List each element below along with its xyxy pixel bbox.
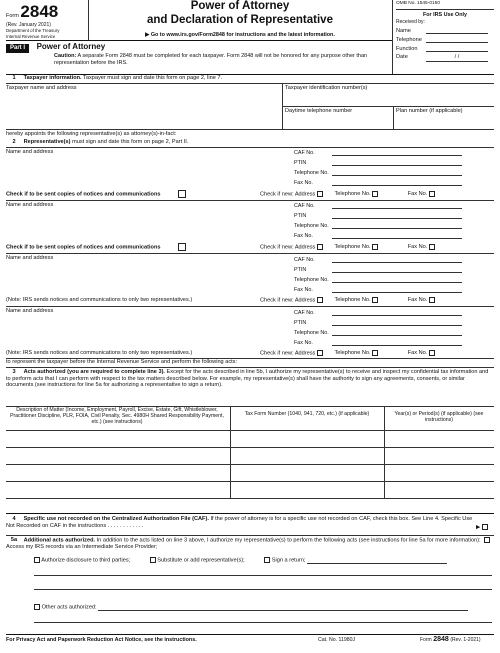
rep4-telephone-checkbox[interactable]: [372, 350, 378, 356]
line1-heading: [6, 75, 492, 82]
rep4-check-new-label: Check if new:: [260, 350, 294, 357]
rep3-check-new-label: Check if new:: [260, 297, 294, 304]
rep1-fax-label: Fax No.: [294, 179, 313, 186]
line4-checkbox-row: [476, 524, 488, 531]
other-acts-label: Other acts authorized:: [41, 604, 97, 611]
line4-text: If the power of attorney is for a specific use not recorded on CAF, check this box. See Line 4. Specific Use Not Recorded on CAF in the instructions . . . . . . . . . . . .: [6, 516, 473, 529]
rep3-telephone-label: Telephone No.: [294, 276, 329, 283]
rep1-copies-row: [6, 190, 186, 198]
line2-title: Representative(s): [23, 139, 71, 145]
authorize-disclosure-checkbox[interactable]: [34, 557, 40, 563]
line1-title: Taxpayer information.: [23, 75, 82, 81]
rep1-telephone-new-label: Telephone No.: [334, 191, 371, 198]
rep3-name-address-field[interactable]: [6, 262, 256, 292]
rep1-fax-checkbox[interactable]: [429, 191, 435, 197]
acts-row2-years[interactable]: [385, 448, 493, 464]
rep3-fax-checkbox[interactable]: [429, 297, 435, 303]
rep4-caf-label: CAF No.: [294, 309, 315, 316]
acts-row4-form-number[interactable]: [231, 482, 383, 498]
rep1-ptin-field[interactable]: [332, 159, 462, 166]
rep3-telephone-checkbox[interactable]: [372, 297, 378, 303]
rep2-name-address-field[interactable]: [6, 209, 256, 239]
rep3-fax-new-label: Fax No.: [407, 297, 428, 304]
access-records-checkbox[interactable]: [484, 537, 490, 543]
line4-number: 4: [12, 516, 16, 522]
rep4-fax-new-label: Fax No.: [407, 350, 428, 357]
acts-row4-years[interactable]: [385, 482, 493, 498]
rep4-ptin-field[interactable]: [332, 319, 462, 326]
line1-text: Taxpayer must sign and date this form on page 2, line 7.: [81, 75, 223, 81]
plan-number-field[interactable]: [395, 115, 493, 128]
irs-function-label: Function: [396, 45, 418, 52]
rep3-check-new-row: [260, 297, 435, 304]
rep4-telephone-new-label: Telephone No.: [334, 350, 371, 357]
sign-return-checkbox[interactable]: [264, 557, 270, 563]
line5a-options-row: [34, 557, 447, 564]
rep2-check-new-row: [260, 244, 435, 251]
catalog-number: Cat. No. 11980J: [318, 637, 356, 643]
rep3-telephone-field[interactable]: [332, 276, 462, 283]
footer-form-id: [420, 636, 481, 644]
rep3-fax-label: Fax No.: [294, 286, 313, 293]
irs-telephone-field[interactable]: [426, 36, 488, 43]
rep4-fax-label: Fax No.: [294, 339, 313, 346]
rep4-telephone-field[interactable]: [332, 329, 462, 336]
access-records-label: Access my IRS records via an Intermediate Service Provider;: [6, 544, 158, 551]
irs-use-title: For IRS Use Only: [422, 11, 468, 18]
line1-number: 1: [12, 75, 16, 81]
daytime-phone-label: Daytime telephone number: [285, 108, 353, 114]
rep2-check-new-label: Check if new:: [260, 244, 294, 251]
other-acts-row: [34, 604, 468, 611]
part1-label: Part I: [6, 44, 29, 53]
acts-row4-description[interactable]: [6, 482, 228, 498]
received-by-label: Received by:: [396, 19, 425, 26]
agency: Internal Revenue Service: [6, 33, 56, 39]
rep4-check-new-row: [260, 350, 435, 357]
rep1-check-new-row: [260, 191, 435, 198]
acts-row1-form-number[interactable]: [231, 431, 383, 447]
other-acts-checkbox[interactable]: [34, 604, 40, 610]
rep1-telephone-field[interactable]: [332, 169, 462, 176]
rep4-name-address-field[interactable]: [6, 315, 256, 345]
rep4-telephone-label: Telephone No.: [294, 329, 329, 336]
rep3-address-label: Address: [294, 297, 316, 304]
sign-return-field[interactable]: [307, 557, 447, 564]
rep2-fax-checkbox[interactable]: [429, 244, 435, 250]
rep1-check-new-label: Check if new:: [260, 191, 294, 198]
part1-caution: [54, 53, 388, 66]
rep4-note: (Note: IRS sends notices and communications to only two representatives.): [6, 350, 193, 356]
irs-function-field[interactable]: [426, 45, 488, 52]
instructions-link[interactable]: ▶ Go to www.irs.gov/Form2848 for instructions and the latest information.: [145, 31, 335, 38]
rep4-fax-checkbox[interactable]: [429, 350, 435, 356]
line5a-number: 5a: [10, 537, 18, 544]
rep2-telephone-field[interactable]: [332, 222, 462, 229]
rep1-name-address-label: Name and address: [6, 149, 54, 155]
irs-telephone-label: Telephone: [396, 36, 422, 43]
irs-use-block: [396, 1, 494, 62]
rep2-address-label: Address: [294, 244, 316, 251]
taxpayer-tin-label: Taxpayer identification number(s): [285, 85, 368, 91]
form-title-block: [90, 0, 390, 38]
appoints-text: hereby appoints the following representative(s) as attorney(s)-in-fact:: [6, 131, 177, 137]
line4-arrow-icon: ▶: [476, 524, 481, 531]
rep2-telephone-new-label: Telephone No.: [334, 244, 371, 251]
rep2-copies-checkbox[interactable]: [178, 243, 186, 251]
irs-name-label: Name: [396, 27, 411, 34]
line4-block: [6, 516, 476, 529]
rep2-fax-label: Fax No.: [294, 232, 313, 239]
represent-text: to represent the taxpayer before the Internal Revenue Service and perform the following acts:: [6, 359, 238, 365]
rep4-name-address-label: Name and address: [6, 308, 54, 314]
rep4-caf-field[interactable]: [332, 309, 462, 316]
sign-return-label: Sign a return;: [271, 557, 306, 564]
line2-text: must sign and date this form on page 2, Part II.: [70, 139, 189, 145]
line2-number: 2: [12, 139, 16, 145]
substitute-representative-checkbox[interactable]: [150, 557, 156, 563]
rep1-fax-new-label: Fax No.: [407, 191, 428, 198]
rep2-copies-row: [6, 243, 186, 251]
form-title: Power of Attorney: [190, 0, 290, 12]
acts-row1-description[interactable]: [6, 431, 228, 447]
line5a-text: In addition to the acts listed on line 3 above, I authorize my representative(s) to perform the following acts (see instructions for line 5a for more information):: [95, 537, 481, 544]
rep1-address-checkbox[interactable]: [317, 191, 323, 197]
other-acts-field[interactable]: [98, 604, 468, 611]
line5a-block: [6, 537, 492, 551]
department: Department of the Treasury: [6, 28, 60, 34]
rep3-address-checkbox[interactable]: [317, 297, 323, 303]
taxpayer-name-address-label: Taxpayer name and address: [6, 85, 77, 91]
rep1-copies-label: Check if to be sent copies of notices and communications: [6, 191, 161, 198]
form-number: 2848: [20, 2, 59, 21]
line3-block: [6, 369, 492, 389]
form-subtitle: and Declaration of Representative: [147, 13, 333, 26]
irs-name-field[interactable]: [426, 27, 488, 34]
line3-number: 3: [12, 369, 16, 375]
acts-row2-form-number[interactable]: [231, 448, 383, 464]
rep4-address-label: Address: [294, 350, 316, 357]
rep4-fax-field[interactable]: [332, 339, 462, 346]
line3-title: Acts authorized (you are required to complete line 3).: [23, 369, 165, 375]
caution-text: A separate Form 2848 must be completed for each taxpayer. Form 2848 will not be honored for any purpose other than representation before the IRS.: [54, 53, 368, 66]
rep1-telephone-label: Telephone No.: [294, 169, 329, 176]
rep3-ptin-label: PTIN: [294, 266, 307, 273]
rep1-copies-checkbox[interactable]: [178, 190, 186, 198]
footer-form-label: Form: [420, 637, 432, 643]
line4-checkbox[interactable]: [482, 524, 488, 530]
part1-header: [6, 42, 390, 53]
rep1-caf-field[interactable]: [332, 149, 462, 156]
rep2-copies-label: Check if to be sent copies of notices and communications: [6, 244, 161, 251]
rep3-telephone-new-label: Telephone No.: [334, 297, 371, 304]
acts-row3-form-number[interactable]: [231, 465, 383, 481]
rep4-address-checkbox[interactable]: [317, 350, 323, 356]
rep2-telephone-checkbox[interactable]: [372, 244, 378, 250]
rep1-name-address-field[interactable]: [6, 156, 256, 186]
rep1-caf-label: CAF No.: [294, 149, 315, 156]
acts-row2-description[interactable]: [6, 448, 228, 464]
irs-date-label: Date: [396, 54, 408, 61]
rep1-ptin-label: PTIN: [294, 159, 307, 166]
acts-col-years: Year(s) or Period(s) (if applicable) (see instructions): [394, 411, 484, 424]
rep3-ptin-field[interactable]: [332, 266, 462, 273]
part1-title: Power of Attorney: [36, 42, 106, 51]
rep2-ptin-label: PTIN: [294, 212, 307, 219]
line5a-title: Additional acts authorized.: [23, 537, 96, 544]
rep3-note: (Note: IRS sends notices and communications to only two representatives.): [6, 297, 193, 303]
rep1-telephone-checkbox[interactable]: [372, 191, 378, 197]
form-label: Form: [6, 13, 19, 19]
irs-date-field[interactable]: / /: [426, 54, 488, 62]
rep3-name-address-label: Name and address: [6, 255, 54, 261]
caution-label: Caution:: [54, 53, 77, 59]
acts-col-description: Description of Matter (Income, Employment, Payroll, Excise, Estate, Gift, Whistleblower, Practitioner Discipline, PLR, FOIA, Civil Penalty, Sec. 4980H Shared Responsibility Payment, etc.) (see instructions): [10, 407, 224, 426]
acts-col-form-number: Tax Form Number (1040, 941, 720, etc.) (if applicable): [244, 411, 370, 417]
rep3-caf-field[interactable]: [332, 256, 462, 263]
rev-date: (Rev. January 2021): [6, 22, 51, 29]
acts-row3-description[interactable]: [6, 465, 228, 481]
footer-rev: (Rev. 1-2021): [450, 637, 481, 643]
line2-heading: [6, 139, 188, 146]
rep2-ptin-field[interactable]: [332, 212, 462, 219]
rep2-telephone-label: Telephone No.: [294, 222, 329, 229]
rep3-fax-field[interactable]: [332, 286, 462, 293]
rep2-fax-new-label: Fax No.: [407, 244, 428, 251]
rep2-caf-field[interactable]: [332, 202, 462, 209]
authorize-disclosure-label: Authorize disclosure to third parties;: [41, 557, 131, 564]
rep2-name-address-label: Name and address: [6, 202, 54, 208]
omb-number: OMB No. 1545-0150: [396, 1, 494, 10]
rep1-fax-field[interactable]: [332, 179, 462, 186]
rep2-caf-label: CAF No.: [294, 202, 315, 209]
acts-row3-years[interactable]: [385, 465, 493, 481]
taxpayer-tin-field[interactable]: [284, 92, 492, 105]
rep2-address-checkbox[interactable]: [317, 244, 323, 250]
line3-text: Except for the acts described in line 5b, I authorize my representative(s) to receive and inspect my confidential tax information and to perform acts that I can perform with respect to the tax matters described below. For example, my representative(s) shall have the authority to sign any agreements, consents, or similar documents (see instructions for line 5a for authorizing a representative to sign a return).: [6, 369, 489, 389]
footer-form-number: 2848: [433, 636, 449, 643]
rep1-address-label: Address: [294, 191, 316, 198]
privacy-notice: For Privacy Act and Paperwork Reduction Act Notice, see the instructions.: [6, 637, 197, 643]
line4-title: Specific use not recorded on the Centralized Authorization File (CAF).: [23, 516, 209, 522]
taxpayer-name-address-field[interactable]: [6, 92, 280, 128]
substitute-representative-label: Substitute or add representative(s);: [157, 557, 245, 564]
acts-row1-years[interactable]: [385, 431, 493, 447]
plan-number-label: Plan number (if applicable): [396, 108, 463, 114]
form-id-block: [6, 2, 86, 39]
daytime-phone-field[interactable]: [284, 115, 392, 128]
rep2-fax-field[interactable]: [332, 232, 462, 239]
rep4-ptin-label: PTIN: [294, 319, 307, 326]
rep3-caf-label: CAF No.: [294, 256, 315, 263]
